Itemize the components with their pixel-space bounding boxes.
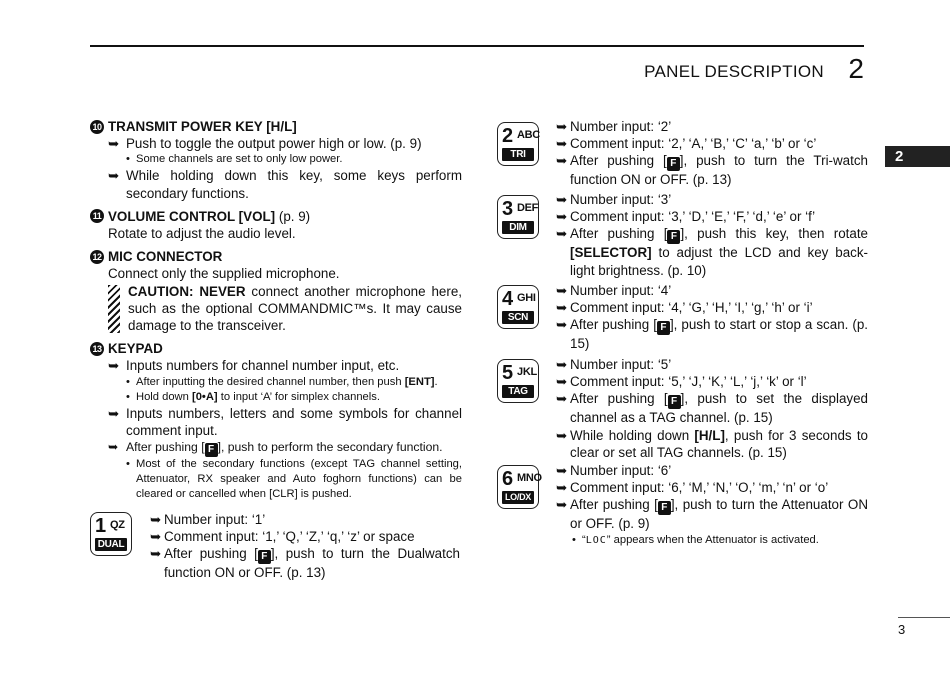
page-number: 3 [898,622,906,637]
arrow-icon: ➥ [556,391,568,407]
arrow-icon: ➥ [108,440,119,455]
arrow-icon: ➥ [108,358,120,374]
footer-rule [898,617,950,618]
key-6-description: ➥ Number input: ‘6’ ➥ Comment input: ‘6,’ ‘M,’ ‘N,’ ‘O,’ ‘m,’ ‘n’ or ‘o’ ➥ After pushing [ F ], push to turn the Attenuator ON or OFF. (p. 9) • “LOC” appears when the Attenuator is activated. [556,462,868,548]
key-5-jkl-tag[interactable]: 5 JKL TAG [497,359,539,403]
caution-note [90,283,462,335]
f-key-icon: F [657,321,670,335]
arrow-icon: ➥ [556,480,568,496]
key-3-def-dim[interactable]: 3 DEF DIM [497,195,539,239]
section-heading: TRANSMIT POWER KEY [H/L] [108,119,297,134]
arrow-icon: ➥ [556,192,568,207]
section-heading: MIC CONNECTOR [108,249,223,265]
body-text: Connect only the supplied microphone. [108,266,340,282]
left-column [90,118,462,508]
section-keypad: 13 KEYPAD ➥ Inputs numbers for channel number input, etc. • After inputting the desired channel number, then push [ENT]. • Hold down [0•A] to input ‘A’ for simplex channels. ➥ Inputs numbers, letters and some symbols for channel comment input. ➥ After pushing [ F ], push to perform the secondary function. • Most of the secondary functions (except TAG channel setting, Attenuator, RX speaker and Auto foghorn functions) can be cleared or cancelled when [CLR] is pushed. [90,340,462,502]
f-key-icon: F [668,395,681,409]
f-key-icon: F [258,550,271,564]
arrow-icon: ➥ [556,136,568,152]
sub-note: • Some channels are set to only low power. [90,152,462,167]
arrow-icon: ➥ [556,427,568,443]
arrow-icon: ➥ [556,497,568,513]
bullet-text: Push to toggle the output power high or low. (p. 9) [126,136,422,152]
body-text: Rotate to adjust the audio level. [108,226,296,242]
number-badge: 12 [90,250,104,264]
caution-text: connect another microphone here, such as the optional COMMANDMIC™s. It may cause damage to the transceiver. [128,283,463,334]
key-6-mno-lodx[interactable]: 6 MNO LO/DX [497,465,539,509]
sub-note: • Most of the secondary functions (except TAG channel setting, Attenuator, RX speaker and Auto foghorn functions) can be cleared or cancelled when [CLR] is pushed. [90,457,462,502]
arrow-icon: ➥ [556,317,568,333]
page-ref: (p. 9) [275,208,311,224]
arrow-icon: ➥ [556,153,568,169]
sub-note: • Hold down [0•A] to input ‘A’ for simplex channels. [90,390,462,405]
sub-note: • After inputting the desired channel number, then push [ENT]. [90,375,462,390]
arrow-icon: ➥ [556,357,568,372]
arrow-icon: ➥ [556,374,568,390]
section-heading: KEYPAD [108,341,163,357]
caution-hatch-icon [108,285,120,333]
arrow-icon: ➥ [108,136,120,152]
chapter-tab[interactable]: 2 [885,146,950,167]
f-key-icon: F [667,230,680,244]
loc-indicator: LOC [585,534,607,546]
arrow-icon: ➥ [556,463,568,478]
caution-label: CAUTION: NEVER [128,283,246,299]
arrow-icon: ➥ [150,546,162,562]
number-badge: 13 [90,342,104,356]
arrow-icon: ➥ [556,300,568,316]
section-volume-control [90,208,462,242]
key-3-description: ➥ Number input: ‘3’ ➥ Comment input: ‘3,’ ‘D,’ ‘E,’ ‘F,’ ‘d,’ ‘e’ or ‘f’ ➥ After pushing [ F ], push this key, then rotate [SELECTOR] to adjust the LCD and key back-light brightness. (p. 10) [556,192,868,278]
section-transmit-power-key [90,118,462,202]
number-badge: 11 [90,209,104,223]
arrow-icon: ➥ [150,529,162,545]
f-key-icon: F [667,157,680,171]
key-4-ghi-scn[interactable]: 4 GHI SCN [497,285,539,329]
bullet-text: Inputs numbers for channel number input, etc. [126,358,400,374]
f-key-icon: F [658,501,671,515]
key-1-description: ➥ Number input: ‘1’ ➥ Comment input: ‘1,’ ‘Q,’ ‘Z,’ ‘q,’ ‘z’ or space ➥ After pushing [ F ], push to turn the Dualwatch function ON or OFF. (p. 13) [150,512,460,581]
section-mic-connector [90,248,462,334]
section-heading: VOLUME CONTROL [VOL] [108,208,276,224]
key-2-description: ➥ Number input: ‘2’ ➥ Comment input: ‘2,’ ‘A,’ ‘B,’ ‘C’ ‘a,’ ‘b’ or ‘c’ ➥ After pushing [ F ], push to turn the Tri-watch function ON or OFF. (p. 13) [556,119,868,188]
arrow-icon: ➥ [150,512,162,527]
arrow-icon: ➥ [556,209,568,225]
section-title: PANEL DESCRIPTION [644,62,824,81]
arrow-icon: ➥ [108,168,120,184]
key-1-qz-dual[interactable]: 1 QZ DUAL [90,512,132,556]
header-rule [90,45,864,47]
bullet-text: While holding down this key, some keys perform secondary functions. [126,168,462,201]
arrow-icon: ➥ [556,283,568,298]
key-5-description: ➥ Number input: ‘5’ ➥ Comment input: ‘5,’ ‘J,’ ‘K,’ ‘L,’ ‘j,’ ‘k’ or ‘l’ ➥ After pushing [ F ], push to set the displayed channel as a TAG channel. (p. 15) ➥ While holding down [H/L], push for 3 seconds to clear or set all TAG channels. (p. 15) [556,357,869,460]
arrow-icon: ➥ [556,119,568,134]
number-badge: 10 [90,120,104,134]
key-2-abc-tri[interactable]: 2 ABC TRI [497,122,539,166]
f-key-icon: F [205,443,218,457]
key-4-description: ➥ Number input: ‘4’ ➥ Comment input: ‘4,’ ‘G,’ ‘H,’ ‘I,’ ‘g,’ ‘h’ or ‘i’ ➥ After pushing [ F ], push to start or stop a scan. (p. 15) [556,283,868,352]
bullet-text: Inputs numbers, letters and some symbols for channel comment input. [126,405,462,438]
arrow-icon: ➥ [108,405,120,421]
section-number: 2 [848,53,864,84]
arrow-icon: ➥ [556,226,568,242]
